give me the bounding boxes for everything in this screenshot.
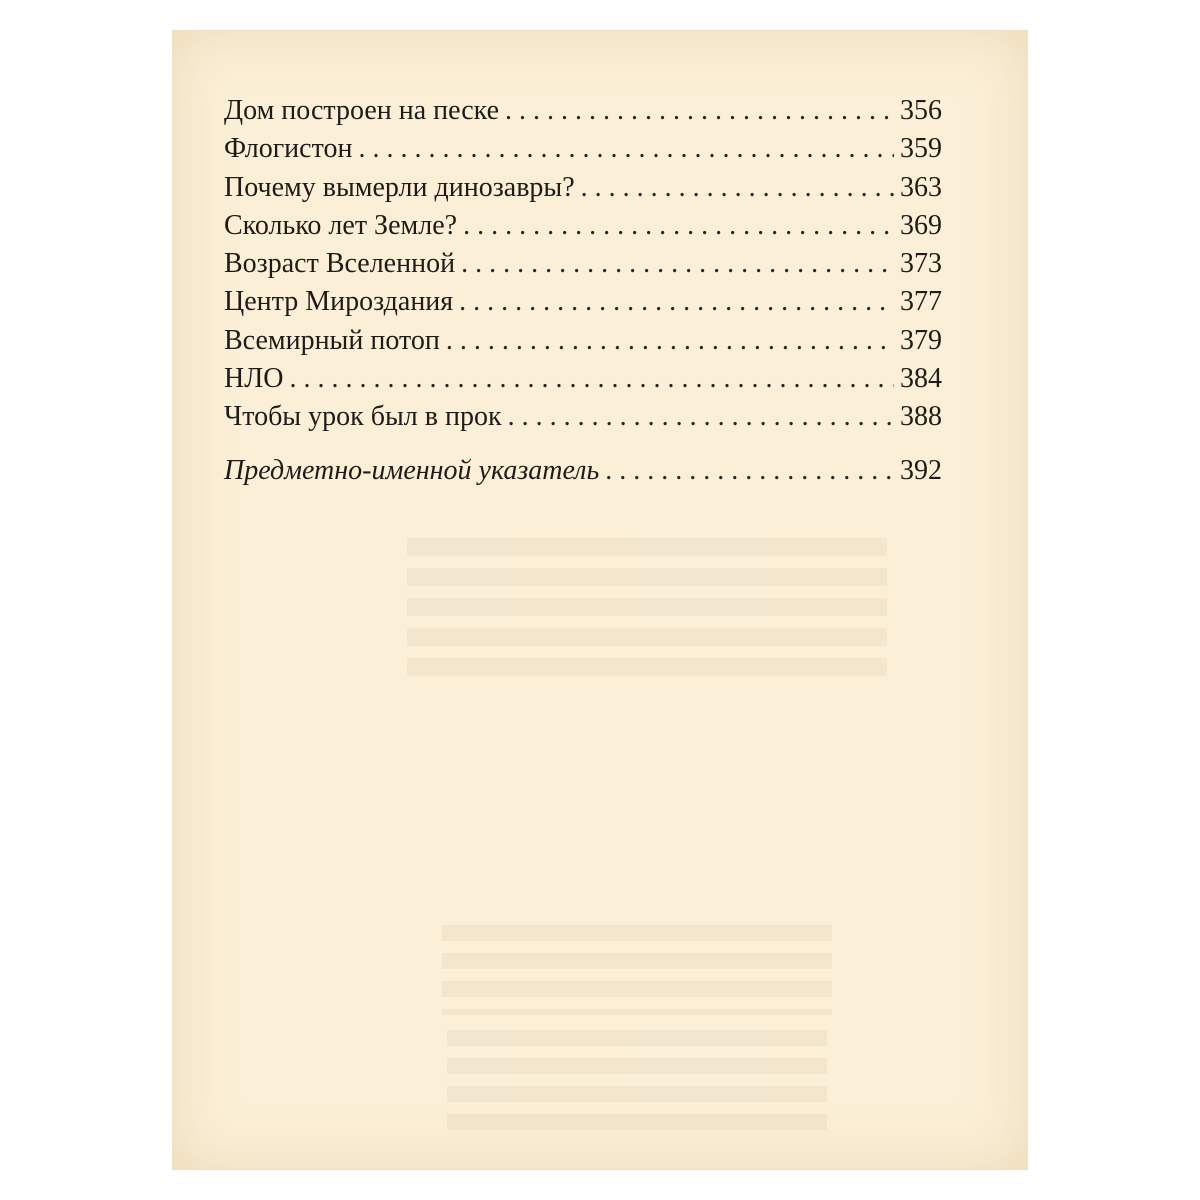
toc-entry-page: 377 [900,286,942,318]
toc-index-title: Предметно-именной указатель [224,454,600,486]
toc-entry-title: Чтобы урок был в прок [224,401,502,433]
toc-entry-page: 384 [900,363,942,395]
toc-entry-page: 373 [900,248,942,280]
toc-entry-title: Центр Мироздания [224,286,454,318]
toc-entry-page: 388 [900,401,942,433]
dot-leader [508,398,894,436]
toc-entry-page: 356 [900,95,942,126]
toc-entry-page: 369 [900,209,942,241]
toc-index-page: 392 [900,454,942,486]
toc-index-entry[interactable] [224,452,942,490]
toc-entry-title: Флогистон [224,133,353,165]
dot-leader [605,452,894,490]
dot-leader [446,322,894,360]
toc-entry-title: Почему вымерли динозавры? [224,171,575,203]
table-of-contents [224,92,942,490]
toc-entry[interactable] [224,283,942,321]
toc-entry-title: Сколько лет Земле? [224,209,458,241]
toc-entry[interactable] [224,398,942,436]
book-page [172,30,1028,1170]
toc-entry[interactable] [224,130,942,168]
toc-entry-page: 359 [900,133,942,165]
dot-leader [358,130,894,168]
dot-leader [459,283,894,321]
dot-leader [289,360,894,398]
show-through-block-2 [442,925,832,1015]
toc-entry[interactable] [224,360,942,398]
dot-leader [461,245,894,283]
toc-entry[interactable] [224,245,942,283]
dot-leader [505,92,894,130]
toc-entry[interactable] [224,92,942,130]
toc-entry-title: НЛО [224,363,284,395]
show-through-block-1 [407,538,887,683]
toc-entry-page: 363 [900,171,942,203]
toc-entry-page: 379 [900,324,942,356]
toc-entry[interactable] [224,322,942,360]
toc-entry-title: Всемирный потоп [224,324,440,356]
dot-leader [581,169,894,207]
toc-entry-title: Дом построен на песке [224,95,500,126]
toc-entry-title: Возраст Вселенной [224,248,456,280]
show-through-block-3 [447,1030,827,1140]
toc-entry[interactable] [224,169,942,207]
dot-leader [463,207,894,245]
toc-entry[interactable] [224,207,942,245]
